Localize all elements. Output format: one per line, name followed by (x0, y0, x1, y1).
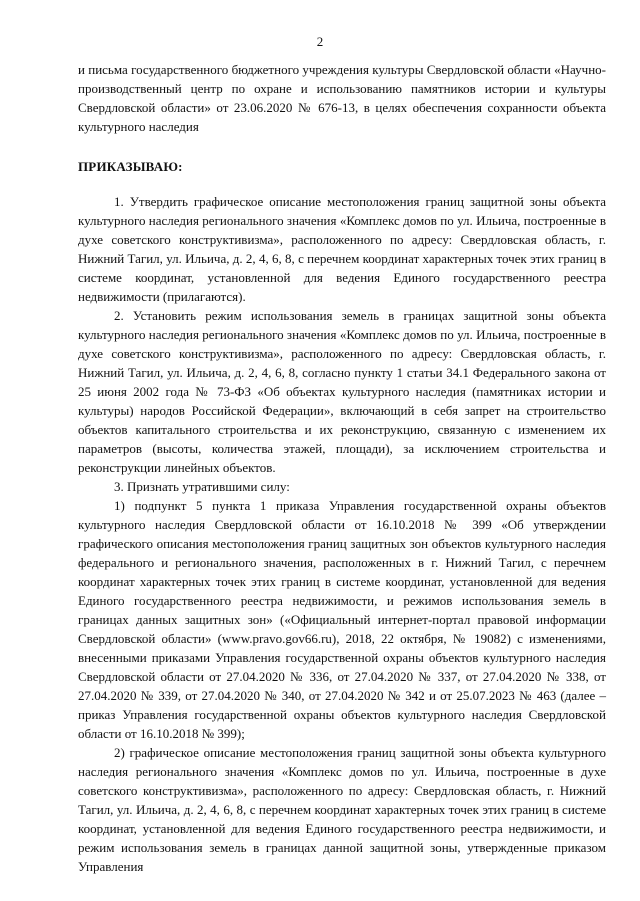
paragraph-item-3: 3. Признать утратившими силу: (114, 479, 290, 494)
paragraph-subitem-3-2: 2) графическое описание местоположения границ защитной зоны объекта культурного наследия регионального значения «Комплекс домов по ул. Ильича, построенные в духе советского конструктивизма», расположенного по адресу: Свердловская область, г. Нижний Тагил, ул. Ильича, д. 2, 4, 6, 8, с перечнем координат характерных точек этих границ в системе координат, установленной для ведения Единого государственного реестра недвижимости, и режим использования земель в границах данной защитной зоны, утвержденные приказом Управления (78, 745, 606, 874)
paragraph-item-1: 1. Утвердить графическое описание местоположения границ защитной зоны объекта культурного наследия регионального значения «Комплекс домов по ул. Ильича, построенные в духе советского конструктивизма», расположенного по адресу: Свердловская область, г. Нижний Тагил, ул. Ильича, д. 2, 4, 6, 8, с перечнем координат характерных точек этих границ в системе координат, установленной для ведения Единого государственного реестра недвижимости (прилагаются). (78, 194, 606, 304)
order-heading: ПРИКАЗЫВАЮ: (78, 159, 183, 174)
page-number: 2 (316, 34, 324, 49)
intro-paragraph: и письма государственного бюджетного учреждения культуры Свердловской области «Научно-производственный центр по охране и использованию памятников истории и культуры Свердловской области» от 23.06.2020 № 676-13, в целях обеспечения сохранности объекта культурного наследия (78, 62, 606, 134)
document-body (78, 60, 606, 876)
paragraph-subitem-3-1: 1) подпункт 5 пункта 1 приказа Управления государственной охраны объектов культурного наследия Свердловской области от 16.10.2018 № 399 «Об утверждении графического описания местоположения границ защитных зон объектов культурного наследия федерального и регионального значения, расположенных в г. Нижний Тагил, с перечнем координат характерных точек этих границ в системе координат, установленной для ведения Единого государственного реестра недвижимости, и режимов использования земель в границах данных защитных зон» («Официальный интернет-портал правовой информации Свердловской области» (www.pravo.gov66.ru), 2018, 22 октября, № 19082) с изменениями, внесенными приказами Управления государственной охраны объектов культурного наследия Свердловской области от 27.04.2020 № 336, от 27.04.2020 № 337, от 27.04.2020 № 338, от 27.04.2020 № 339, от 27.04.2020 № 340, от 27.04.2020 № 342 и от 25.07.2023 № 463 (далее – приказ Управления государственной охраны объектов культурного наследия Свердловской области от 16.10.2018 № 399); (78, 498, 606, 741)
paragraph-item-2: 2. Установить режим использования земель в границах защитной зоны объекта культурного наследия регионального значения «Комплекс домов по ул. Ильича, построенные в духе советского конструктивизма», расположенного по адресу: Свердловская область, г. Нижний Тагил, ул. Ильича, д. 2, 4, 6, 8, согласно пункту 1 статьи 34.1 Федерального закона от 25 июня 2002 года № 73-ФЗ «Об объектах культурного наследия (памятниках истории и культуры) народов Российской Федерации», включающий в себя запрет на строительство объектов капитального строительства и их реконструкцию, связанную с изменением их параметров (высоты, количества этажей, площади), за исключением строительства и реконструкции линейных объектов. (78, 308, 606, 475)
